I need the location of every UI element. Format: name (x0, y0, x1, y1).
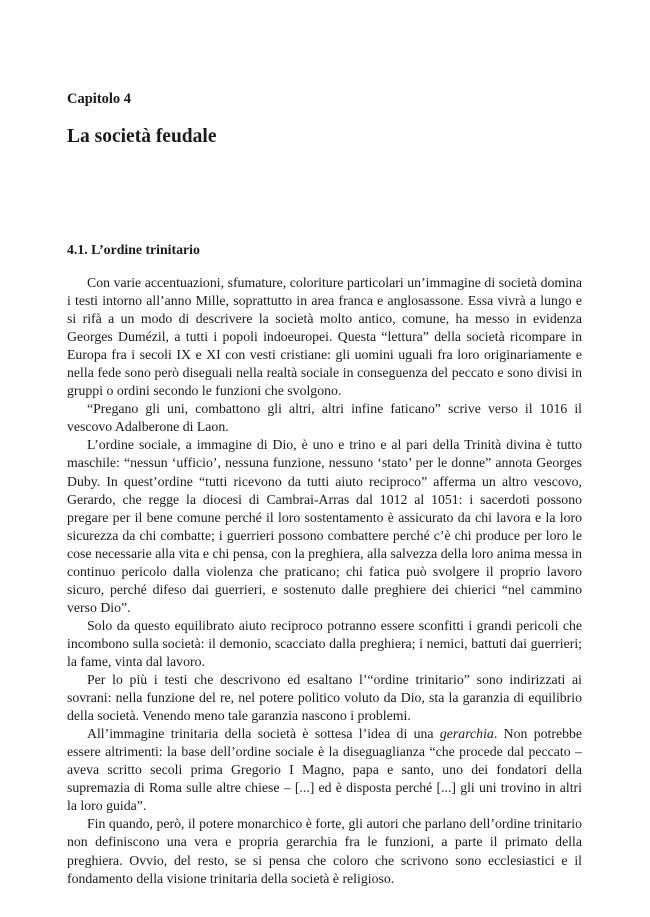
paragraph-7: Fin quando, però, il potere monarchico è forte, gli autori che parlano dell’ordine trinitario non definiscono una vera e propria gerarchia fra le funzioni, a parte il primato della preghiera. Ovvio, del resto, se si pensa che coloro che scrivono sono ecclesiastici e il fondamento della visione trinitaria della società è religioso. (67, 816, 582, 886)
paragraph-3: L’ordine sociale, a immagine di Dio, è uno e trino e al pari della Trinità divina è tutto maschile: “nessun ‘ufficio’, nessuna funzione, nessuno ‘stato’ per le donne” annota Georges Duby. In quest’ordine “tutti ricevono da tutti aiuto reciproco” afferma un altro vescovo, Gerardo, che regge la diocesi di Cambrai-Arras dal 1012 al 1051: i sacerdoti possono pregare per il bene comune perché il loro sostentamento è assicurato da chi lavora e la loro sicurezza da chi combatte; i guerrieri possono combattere perché c’è chi produce per loro le cose necessarie alla vita e chi pensa, con la preghiera, alla salvezza della loro anima messa in continuo pericolo dalla violenza che praticano; chi fatica può svolgere il proprio lavoro sicuro, perché difeso dai guerrieri, e sostenuto dalle preghiere dei chierici “nel cammino verso Dio”. (67, 437, 582, 615)
section-heading: 4.1. L’ordine trinitario (67, 242, 200, 257)
chapter-title: La società feudale (67, 126, 217, 147)
paragraph-5: Per lo più i testi che descrivono ed esaltano l’“ordine trinitario” sono indirizzati ai sovrani: nella funzione del re, nel potere politico voluto da Dio, sta la garanzia di equilibrio della società. Venendo meno tale garanzia nascono i problemi. (67, 672, 582, 724)
body-text (67, 274, 582, 888)
paragraph-6 (67, 725, 582, 815)
paragraph-2: “Pregano gli uni, combattono gli altri, altri infine faticano” scrive verso il 1016 il vescovo Adalberone di Laon. (67, 401, 582, 435)
chapter-label: Capitolo 4 (67, 91, 132, 107)
paragraph-6-after: . Non potrebbe essere altrimenti: la base dell’ordine sociale è la diseguaglianza “che procede dal peccato – aveva scritto secoli prima Gregorio I Magno, papa e santo, uno dei fondatori della supremazia di Roma sulle altre chiese – [...] ed è disposta perché [...] gli uni trovino in altri la loro guida”. (67, 726, 582, 814)
paragraph-6-emphasis: gerarchia (439, 726, 494, 742)
paragraph-4: Solo da questo equilibrato aiuto reciproco potranno essere sconfitti i grandi pericoli che incombono sulla società: il demonio, scacciato dalla preghiera; i nemici, battuti dai guerrieri; la fame, vinta dal lavoro. (67, 617, 582, 669)
paragraph-1: Con varie accentuazioni, sfumature, coloriture particolari un’immagine di società domina i testi intorno all’anno Mille, soprattutto in area franca e anglosassone. Essa vivrà a lungo e si rifà a un modo di descrivere la società molto antico, comune, ha messo in evidenza Georges Dumézil, a tutti i popoli indoeuropei. Questa “lettura” della società ricompare in Europa fra i secoli IX e XI con vesti cristiane: gli uomini uguali fra loro originariamente e nella fede sono però diseguali nella realtà sociale in conseguenza del peccato e sono divisi in gruppi o ordini secondo le funzioni che svolgono. (67, 275, 582, 399)
paragraph-6-before: All’immagine trinitaria della società è sottesa l’idea di una (87, 726, 440, 742)
